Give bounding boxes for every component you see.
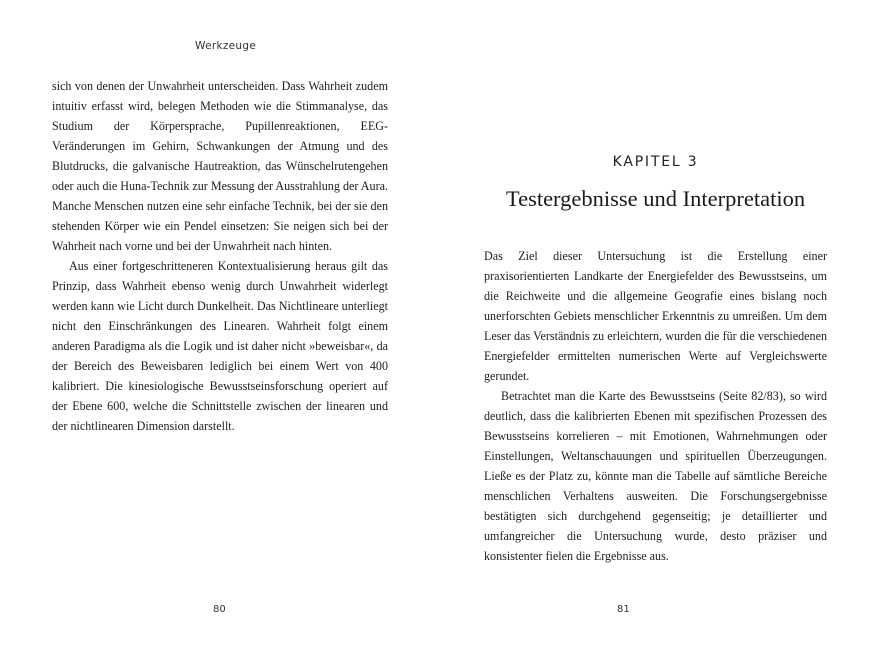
chapter-title: Testergebnisse und Interpretation [505,186,806,211]
page-number: 80 [213,604,226,615]
paragraph: Das Ziel dieser Untersuchung ist die Erstellung einer praxisorientierten Landkarte der Energiefelder des Bewusstseins, um die Reichweite und die allgemeine Geografie eines bislang noch unerforschten Gebiets menschlicher Erkenntnis zu umreißen. Um dem Leser das Verständnis zu erleichtern, wurden die für die verschiedenen Energiefelder ermittelten numerischen Werte auf Vergleichswerte gerundet. [484,249,827,383]
paragraph: Betrachtet man die Karte des Bewusstseins (Seite 82/83), so wird deutlich, dass die kalibrierten Ebenen mit spezifischen Prozessen des Bewusstseins korrelieren – mit Emotionen, Wahrnehmungen oder Einstellungen, Weltanschauungen und spirituellen Überzeugungen. Ließe es der Platz zu, könnte man die Tabelle auf sämtliche Bereiche menschlichen Verhaltens ausweiten. Die Forschungsergebnisse bestätigten sich durchgehend gegenseitig; je detaillierter und umfangreicher die Untersuchung wurde, desto präziser und konsistenter fielen die Ergebnisse aus. [484,389,827,563]
right-page [437,0,874,648]
running-head: Werkzeuge [195,40,257,52]
chapter-label: KAPITEL 3 [612,154,699,170]
page-number: 81 [617,604,630,615]
left-body-text [52,76,388,436]
paragraph: Aus einer fortgeschritteneren Kontextualisierung heraus gilt das Prinzip, dass Wahrheit ebenso wenig durch Unwahrheit widerlegt werden kann wie Licht durch Dunkelheit. Das Nichtlineare unterliegt nicht den Einschränkungen des Linearen. Wahrheit folgt einem anderen Paradigma als die Logik und ist daher nicht »beweisbar«, da der Bereich des Beweisbaren lediglich bei einem Wert von 400 kalibriert. Die kinesiologische Bewusstseinsforschung operiert auf der Ebene 600, welche die Schnittstelle zwischen der linearen und der nichtlinearen Dimension darstellt. [52,259,388,433]
paragraph: sich von denen der Unwahrheit unterscheiden. Dass Wahrheit zudem intuitiv erfasst wird, belegen Methoden wie die Stimmanalyse, das Studium der Körpersprache, Pupillenreaktionen, EEG-Veränderungen im Gehirn, Schwankungen der Atmung und des Blutdrucks, die galvanische Hautreaktion, das Wünschelrutengehen oder auch die Huna-Technik zur Messung der Ausstrahlung der Aura. Manche Menschen nutzen eine sehr einfache Technik, bei der sie den stehenden Körper wie ein Pendel einsetzen: Sie neigen sich bei der Wahrheit nach vorne und bei der Unwahrheit nach hinten. [52,79,388,253]
right-body-text [484,246,827,566]
